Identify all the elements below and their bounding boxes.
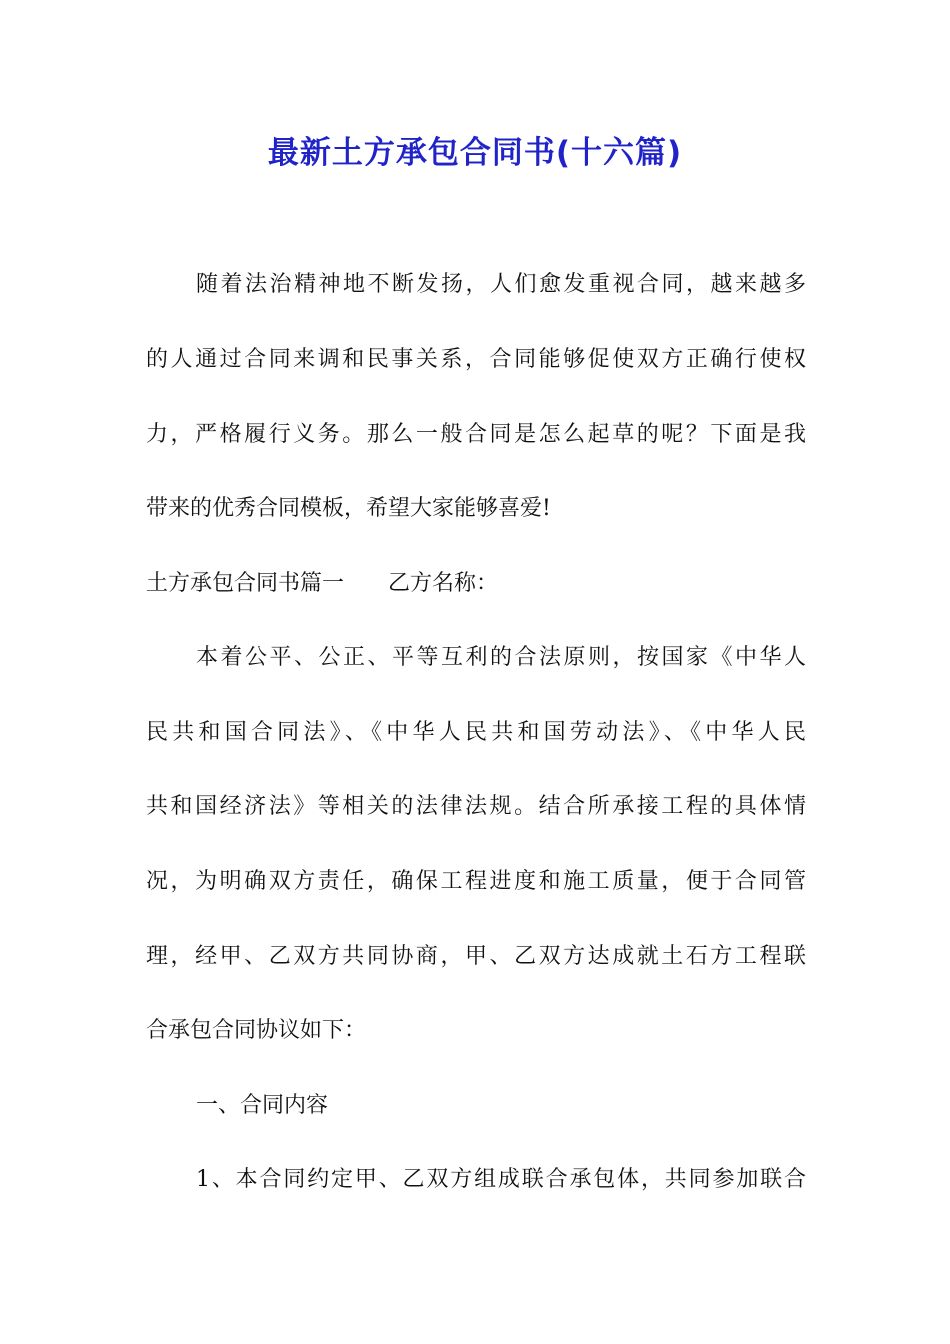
section-heading-line: 一、合同内容: [196, 1093, 329, 1118]
paragraph-line: 况，为明确双方责任，确保工程进度和施工质量，便于合同管: [146, 869, 806, 894]
document-title: 最新土方承包合同书(十六篇): [267, 135, 683, 171]
paragraph-line: 力，严格履行义务。那么一般合同是怎么起草的呢？下面是我: [146, 422, 806, 447]
section-heading-line: 土方承包合同书篇一 乙方名称：: [146, 571, 499, 596]
paragraph-line: 合承包合同协议如下：: [146, 1018, 367, 1043]
paragraph-line: 共和国经济法》等相关的法律法规。结合所承接工程的具体情: [146, 794, 806, 819]
paragraph-line: 的人通过合同来调和民事关系，合同能够促使双方正确行使权: [146, 347, 806, 372]
paragraph-line: 本着公平、公正、平等互利的合法原则，按国家《中华人: [196, 645, 806, 670]
paragraph-line: 理，经甲、乙双方共同协商，甲、乙双方达成就土石方工程联: [146, 944, 806, 969]
paragraph-line: 1、本合同约定甲、乙双方组成联合承包体，共同参加联合: [196, 1167, 806, 1192]
paragraph-line: 带来的优秀合同模板，希望大家能够喜爱!: [146, 496, 551, 521]
paragraph-line: 随着法治精神地不断发扬，人们愈发重视合同，越来越多: [196, 272, 806, 297]
paragraph-line: 民共和国合同法》、《中华人民共和国劳动法》、《中华人民: [146, 720, 806, 745]
